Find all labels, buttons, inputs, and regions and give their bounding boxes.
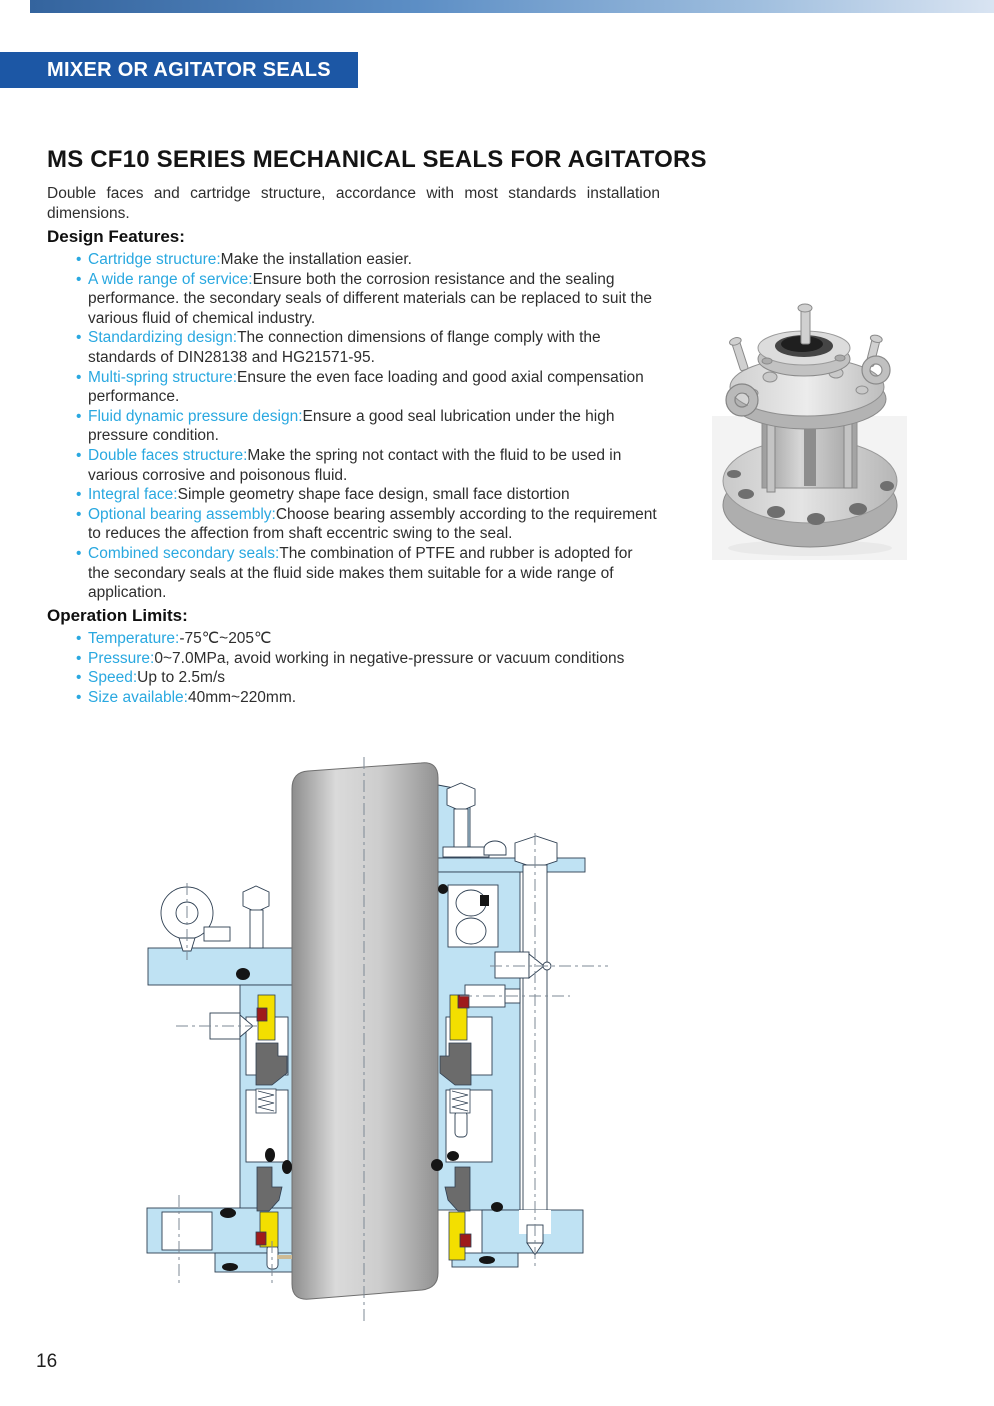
page-number: 16 xyxy=(36,1351,58,1372)
limit-term: Temperature: xyxy=(88,630,180,647)
limit-text: 40mm~220mm. xyxy=(187,688,297,706)
top-accent-bar xyxy=(30,0,994,13)
agitator-shaft xyxy=(292,763,438,1299)
limit-term: Pressure: xyxy=(88,649,155,667)
feature-term: A wide range of service: xyxy=(88,270,253,288)
feature-term: Optional bearing assembly: xyxy=(88,505,276,523)
feature-term: Cartridge structure: xyxy=(88,251,221,268)
feature-item xyxy=(47,270,657,329)
feature-text: Ensure a good seal lubrication under the high pressure condition. xyxy=(88,407,615,445)
feature-item xyxy=(47,368,657,407)
feature-text: Ensure both the corrosion resistance and the sealing performance. the secondary seals of different materials can be replaced to suit the various fluid of chemical industry. xyxy=(88,270,653,327)
limit-term: Size available: xyxy=(88,688,188,706)
feature-term: Fluid dynamic pressure design: xyxy=(88,407,303,425)
feature-item xyxy=(47,544,657,603)
feature-item xyxy=(47,328,657,367)
limit-item xyxy=(47,668,657,688)
design-features-heading: Design Features: xyxy=(47,227,185,246)
design-features-list xyxy=(47,250,657,603)
feature-term: Multi-spring structure: xyxy=(88,368,238,386)
feature-item xyxy=(47,407,657,446)
feature-text: Ensure the even face loading and good axial compensation performance. xyxy=(88,368,644,406)
feature-item xyxy=(47,446,657,485)
operation-limits-list xyxy=(47,629,657,707)
feature-item xyxy=(47,250,657,270)
limit-text: -75℃~205℃ xyxy=(179,630,272,647)
product-photo xyxy=(712,298,907,560)
limit-item xyxy=(47,629,657,649)
feature-item xyxy=(47,505,657,544)
feature-term: Double faces structure: xyxy=(88,446,248,464)
operation-limits-heading: Operation Limits: xyxy=(47,606,188,625)
intro-paragraph: Double faces and cartridge structure, accordance with most standards installation dimensions. xyxy=(47,185,660,222)
limit-text: Up to 2.5m/s xyxy=(137,669,226,687)
feature-text: Make the spring not contact with the fluid to be used in various corrosive and poisonous fluid. xyxy=(88,446,622,484)
feature-item xyxy=(47,485,657,505)
limit-term: Speed: xyxy=(88,669,138,687)
limit-item xyxy=(47,649,657,669)
feature-term: Standardizing design: xyxy=(88,329,238,347)
feature-term: Combined secondary seals: xyxy=(88,544,280,562)
limit-item xyxy=(47,688,657,708)
feature-text: The combination of PTFE and rubber is adopted for the secondary seals at the fluid side makes them suitable for a wide range of application. xyxy=(88,544,633,602)
limit-text: 0~7.0MPa, avoid working in negative-pressure or vacuum conditions xyxy=(154,649,625,667)
feature-term: Integral face: xyxy=(88,486,178,504)
feature-text: Simple geometry shape face design, small face distortion xyxy=(177,486,570,504)
cross-section-drawing xyxy=(140,755,650,1325)
feature-text: Choose bearing assembly according to the requirement to reduces the affection from shaft eccentric swing to the seal. xyxy=(88,505,657,543)
section-banner xyxy=(0,52,358,88)
feature-text: The connection dimensions of flange comply with the standards of DIN28138 and HG21571-95. xyxy=(88,329,601,366)
section-banner-label: MIXER OR AGITATOR SEALS xyxy=(47,59,331,81)
feature-text: Make the installation easier. xyxy=(220,251,412,268)
page-title: MS CF10 SERIES MECHANICAL SEALS FOR AGITATORS xyxy=(47,146,707,173)
